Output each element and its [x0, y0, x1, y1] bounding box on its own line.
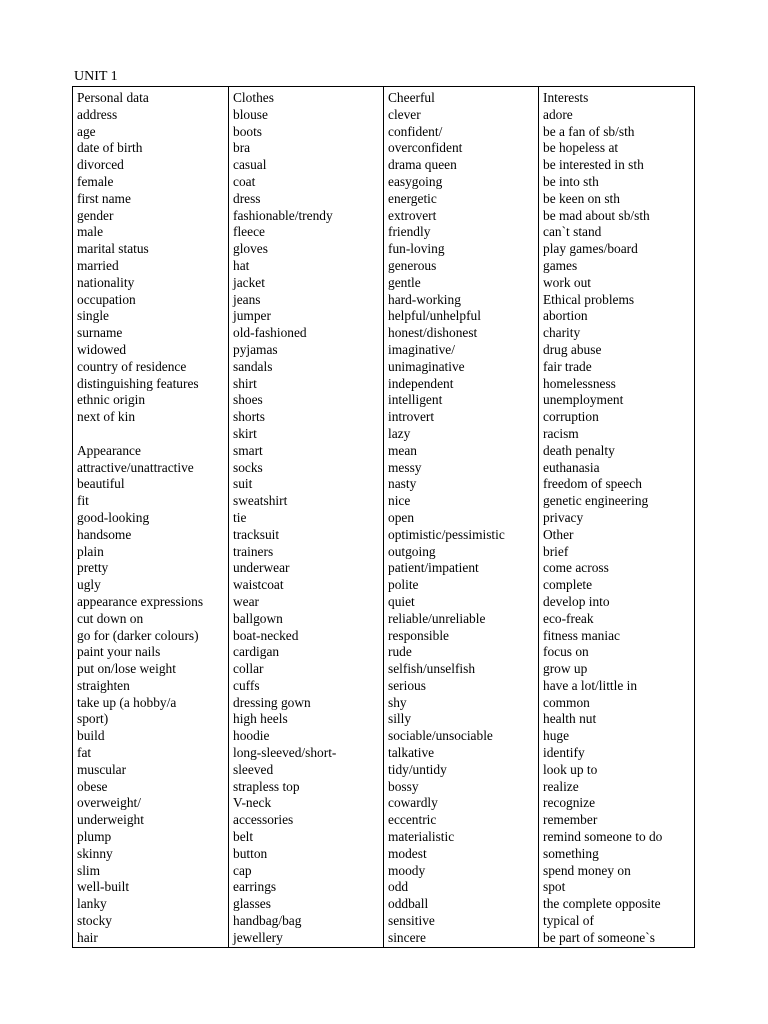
vocab-item: overweight/	[77, 795, 141, 811]
vocab-item: fit	[77, 493, 89, 509]
vocab-item: fat	[77, 745, 92, 761]
vocab-item: energetic	[388, 190, 437, 206]
vocab-item: hair	[77, 929, 98, 945]
vocab-item: coat	[233, 173, 256, 189]
vocab-item: muscular	[77, 761, 127, 777]
vocab-item: easygoing	[388, 173, 443, 189]
vocab-item: country of residence	[77, 358, 187, 374]
vocab-item: sensitive	[388, 913, 435, 929]
vocab-item: bra	[233, 140, 251, 156]
vocab-item: freedom of speech	[543, 476, 642, 492]
vocab-item: open	[388, 509, 415, 525]
vocab-item	[77, 426, 228, 443]
vocab-item: gender	[77, 207, 114, 223]
vocab-item: hat	[233, 257, 250, 273]
vocab-item: lanky	[77, 896, 107, 912]
vocab-item: optimistic/pessimistic	[388, 526, 505, 542]
vocab-item: extrovert	[388, 207, 437, 223]
vocab-item: develop into	[543, 593, 610, 609]
vocab-item: play games/board	[543, 241, 638, 257]
vocab-item: glasses	[233, 896, 271, 912]
vocab-item: work out	[543, 274, 591, 290]
vocab-item: jacket	[233, 274, 265, 290]
vocab-item: Cheerful	[388, 90, 435, 105]
vocab-item: waistcoat	[233, 577, 284, 593]
vocab-item: be interested in sth	[543, 157, 644, 173]
vocab-item: complete	[543, 577, 593, 593]
vocab-item: male	[77, 224, 104, 240]
vocab-item: unemployment	[543, 392, 624, 408]
vocab-item: clever	[388, 106, 421, 122]
vocab-item: jewellery	[233, 929, 283, 945]
vocab-item: games	[543, 257, 578, 273]
vocab-item: polite	[388, 577, 419, 593]
vocab-item: button	[233, 845, 268, 861]
vocabulary-table	[72, 86, 695, 948]
vocab-item: look up to	[543, 761, 598, 777]
vocab-item: build	[77, 728, 105, 744]
column-clothes	[228, 87, 383, 947]
vocab-item: paint your nails	[77, 644, 161, 660]
vocab-item: gentle	[388, 274, 421, 290]
vocab-item: huge	[543, 728, 570, 744]
vocab-item: drug abuse	[543, 341, 602, 357]
vocab-item: dressing gown	[233, 694, 311, 710]
vocab-item: honest/dishonest	[388, 325, 478, 341]
vocab-item: be part of someone`s	[543, 929, 655, 945]
vocab-item: have a lot/little in	[543, 677, 638, 693]
vocab-item: long-sleeved/short-	[233, 745, 337, 761]
vocab-item: grow up	[543, 661, 588, 677]
vocab-item: tidy/untidy	[388, 761, 447, 777]
vocab-item: drama queen	[388, 157, 457, 173]
vocab-item: eccentric	[388, 812, 437, 828]
vocab-item: spend money on	[543, 862, 631, 878]
vocab-item: fun-loving	[388, 241, 445, 257]
vocab-item: earrings	[233, 879, 277, 895]
vocab-item: abortion	[543, 308, 588, 324]
vocab-item: blouse	[233, 106, 268, 122]
vocab-item: obese	[77, 778, 108, 794]
vocab-item: genetic engineering	[543, 493, 649, 509]
vocab-item: pyjamas	[233, 341, 278, 357]
vocab-item: fitness maniac	[543, 627, 620, 643]
vocab-item: death penalty	[543, 442, 615, 458]
vocab-item: health nut	[543, 711, 597, 727]
vocab-item: underwear	[233, 560, 290, 576]
vocab-item: racism	[543, 425, 579, 441]
vocab-item: intelligent	[388, 392, 443, 408]
vocab-item: responsible	[388, 627, 449, 643]
vocab-item: married	[77, 257, 119, 273]
vocab-item: divorced	[77, 157, 124, 173]
vocab-item: recognize	[543, 795, 596, 811]
vocab-item: cardigan	[233, 644, 280, 660]
vocab-item: remind someone to do	[543, 829, 663, 845]
vocab-item: quiet	[388, 593, 415, 609]
vocab-item: old-fashioned	[233, 325, 307, 341]
vocab-item: cap	[233, 862, 252, 878]
vocab-item: spot	[543, 879, 566, 895]
vocab-item: collar	[233, 661, 264, 677]
vocab-item: take up (a hobby/a	[77, 694, 177, 710]
vocab-item: generous	[388, 257, 437, 273]
vocab-item: Ethical problems	[543, 291, 635, 307]
vocab-item: selfish/unselfish	[388, 661, 476, 677]
vocab-item: shy	[388, 694, 407, 710]
vocab-item: silly	[388, 711, 412, 727]
vocab-item: gloves	[233, 241, 268, 257]
vocab-item: overconfident	[388, 140, 463, 156]
vocab-item: appearance expressions	[77, 593, 204, 609]
vocab-item: attractive/unattractive	[77, 459, 194, 475]
vocab-item: be keen on sth	[543, 190, 620, 206]
vocab-item: sociable/unsociable	[388, 728, 493, 744]
vocab-item: beautiful	[77, 476, 125, 492]
vocab-item: corruption	[543, 409, 599, 425]
vocab-item: focus on	[543, 644, 589, 660]
vocab-item: tie	[233, 509, 247, 525]
vocab-item: nationality	[77, 274, 135, 290]
vocab-item: sport)	[77, 711, 109, 727]
vocab-item: serious	[388, 677, 426, 693]
vocab-item: oddball	[388, 896, 429, 912]
vocab-item: realize	[543, 778, 579, 794]
vocab-item: nasty	[388, 476, 417, 492]
vocab-item: euthanasia	[543, 459, 600, 475]
vocab-item: Interests	[543, 90, 589, 105]
vocab-item: jumper	[233, 308, 271, 324]
vocab-item: remember	[543, 812, 598, 828]
vocab-item: moody	[388, 862, 426, 878]
vocab-item: lazy	[388, 425, 411, 441]
vocab-item: tracksuit	[233, 526, 280, 542]
vocab-item: female	[77, 173, 114, 189]
column-personal-data	[73, 87, 228, 947]
vocab-item: brief	[543, 543, 569, 559]
vocab-item: dress	[233, 190, 261, 206]
vocab-item: modest	[388, 845, 427, 861]
vocab-item: smart	[233, 442, 263, 458]
vocab-item: helpful/unhelpful	[388, 308, 481, 324]
vocab-item: homelessness	[543, 375, 616, 391]
vocab-item: cut down on	[77, 610, 144, 626]
vocab-item: odd	[388, 879, 409, 895]
vocab-item: single	[77, 308, 109, 324]
vocab-item: date of birth	[77, 140, 143, 156]
vocab-item: ethnic origin	[77, 392, 146, 408]
vocab-item: rude	[388, 644, 412, 660]
vocab-item: something	[543, 845, 599, 861]
vocab-item: boots	[233, 123, 263, 139]
vocab-item: materialistic	[388, 829, 455, 845]
vocab-item: distinguishing features	[77, 375, 199, 391]
vocab-item: independent	[388, 375, 454, 391]
vocab-item: underweight	[77, 812, 144, 828]
vocab-item: charity	[543, 325, 581, 341]
vocab-item: age	[77, 123, 96, 139]
vocab-item: common	[543, 694, 590, 710]
vocab-item: cowardly	[388, 795, 438, 811]
vocab-item: fashionable/trendy	[233, 207, 333, 223]
vocab-item: Clothes	[233, 90, 274, 105]
vocab-item: be a fan of sb/sth	[543, 123, 635, 139]
vocab-item: Personal data	[77, 90, 149, 105]
vocab-item: the complete opposite	[543, 896, 661, 912]
vocab-item: good-looking	[77, 509, 150, 525]
vocab-item: ballgown	[233, 610, 283, 626]
vocab-item: outgoing	[388, 543, 436, 559]
vocab-item: hoodie	[233, 728, 270, 744]
vocab-item: hard-working	[388, 291, 461, 307]
vocab-item: can`t stand	[543, 224, 602, 240]
vocab-item: plump	[77, 829, 112, 845]
vocab-item: ugly	[77, 577, 101, 593]
vocab-item: boat-necked	[233, 627, 299, 643]
vocab-item: shoes	[233, 392, 263, 408]
vocab-item: friendly	[388, 224, 431, 240]
vocab-item: be mad about sb/sth	[543, 207, 650, 223]
vocab-item: sandals	[233, 358, 273, 374]
column-personality	[383, 87, 538, 947]
vocab-item: marital status	[77, 241, 149, 257]
vocab-item: typical of	[543, 913, 594, 929]
vocab-item: sweatshirt	[233, 493, 288, 509]
vocab-item: come across	[543, 560, 609, 576]
vocab-item: strapless top	[233, 778, 300, 794]
vocab-item: surname	[77, 325, 123, 341]
vocab-item: cuffs	[233, 677, 260, 693]
vocab-item: occupation	[77, 291, 136, 307]
vocab-item: fair trade	[543, 358, 592, 374]
vocab-item: put on/lose weight	[77, 661, 176, 677]
vocab-item: jeans	[233, 291, 261, 307]
vocab-item: shorts	[233, 409, 265, 425]
vocab-item: privacy	[543, 509, 584, 525]
vocab-item: casual	[233, 157, 267, 173]
vocab-item: wear	[233, 593, 260, 609]
vocab-item: identify	[543, 745, 585, 761]
vocab-item: belt	[233, 829, 254, 845]
vocab-item: mean	[388, 442, 417, 458]
vocab-item: Other	[543, 526, 574, 542]
unit-title: UNIT 1	[74, 69, 118, 84]
vocab-item: skirt	[233, 425, 257, 441]
vocab-item: imaginative/	[388, 341, 455, 357]
vocab-item: be into sth	[543, 173, 599, 189]
vocab-item: sincere	[388, 929, 426, 945]
vocab-item: suit	[233, 476, 253, 492]
vocab-item: trainers	[233, 543, 274, 559]
vocab-item: skinny	[77, 845, 113, 861]
vocab-item: unimaginative	[388, 358, 465, 374]
column-interests	[538, 87, 694, 947]
vocab-item: confident/	[388, 123, 443, 139]
vocab-item: well-built	[77, 879, 130, 895]
vocab-item: nice	[388, 493, 411, 509]
vocab-item: widowed	[77, 341, 127, 357]
vocab-item: high heels	[233, 711, 288, 727]
vocab-item: Appearance	[77, 442, 141, 458]
vocab-item: slim	[77, 862, 101, 878]
vocab-item: accessories	[233, 812, 294, 828]
vocab-item: reliable/unreliable	[388, 610, 486, 626]
vocab-item: fleece	[233, 224, 265, 240]
vocab-item: patient/impatient	[388, 560, 479, 576]
vocab-item: handsome	[77, 526, 132, 542]
vocab-item: handbag/bag	[233, 913, 302, 929]
vocab-item: next of kin	[77, 409, 136, 425]
vocab-item: be hopeless at	[543, 140, 619, 156]
vocab-item: adore	[543, 106, 573, 122]
vocab-item: plain	[77, 543, 104, 559]
vocab-item: introvert	[388, 409, 435, 425]
vocab-item: shirt	[233, 375, 257, 391]
vocab-item: straighten	[77, 677, 130, 693]
vocab-item: eco-freak	[543, 610, 594, 626]
vocab-item: sleeved	[233, 761, 274, 777]
vocab-item: V-neck	[233, 795, 272, 811]
vocab-item: first name	[77, 190, 131, 206]
vocab-item: pretty	[77, 560, 109, 576]
vocab-item: go for (darker colours)	[77, 627, 199, 643]
vocab-item: talkative	[388, 745, 435, 761]
vocab-item: messy	[388, 459, 422, 475]
vocab-item: bossy	[388, 778, 419, 794]
vocab-item: socks	[233, 459, 263, 475]
vocab-item: stocky	[77, 913, 112, 929]
vocab-item: address	[77, 106, 118, 122]
